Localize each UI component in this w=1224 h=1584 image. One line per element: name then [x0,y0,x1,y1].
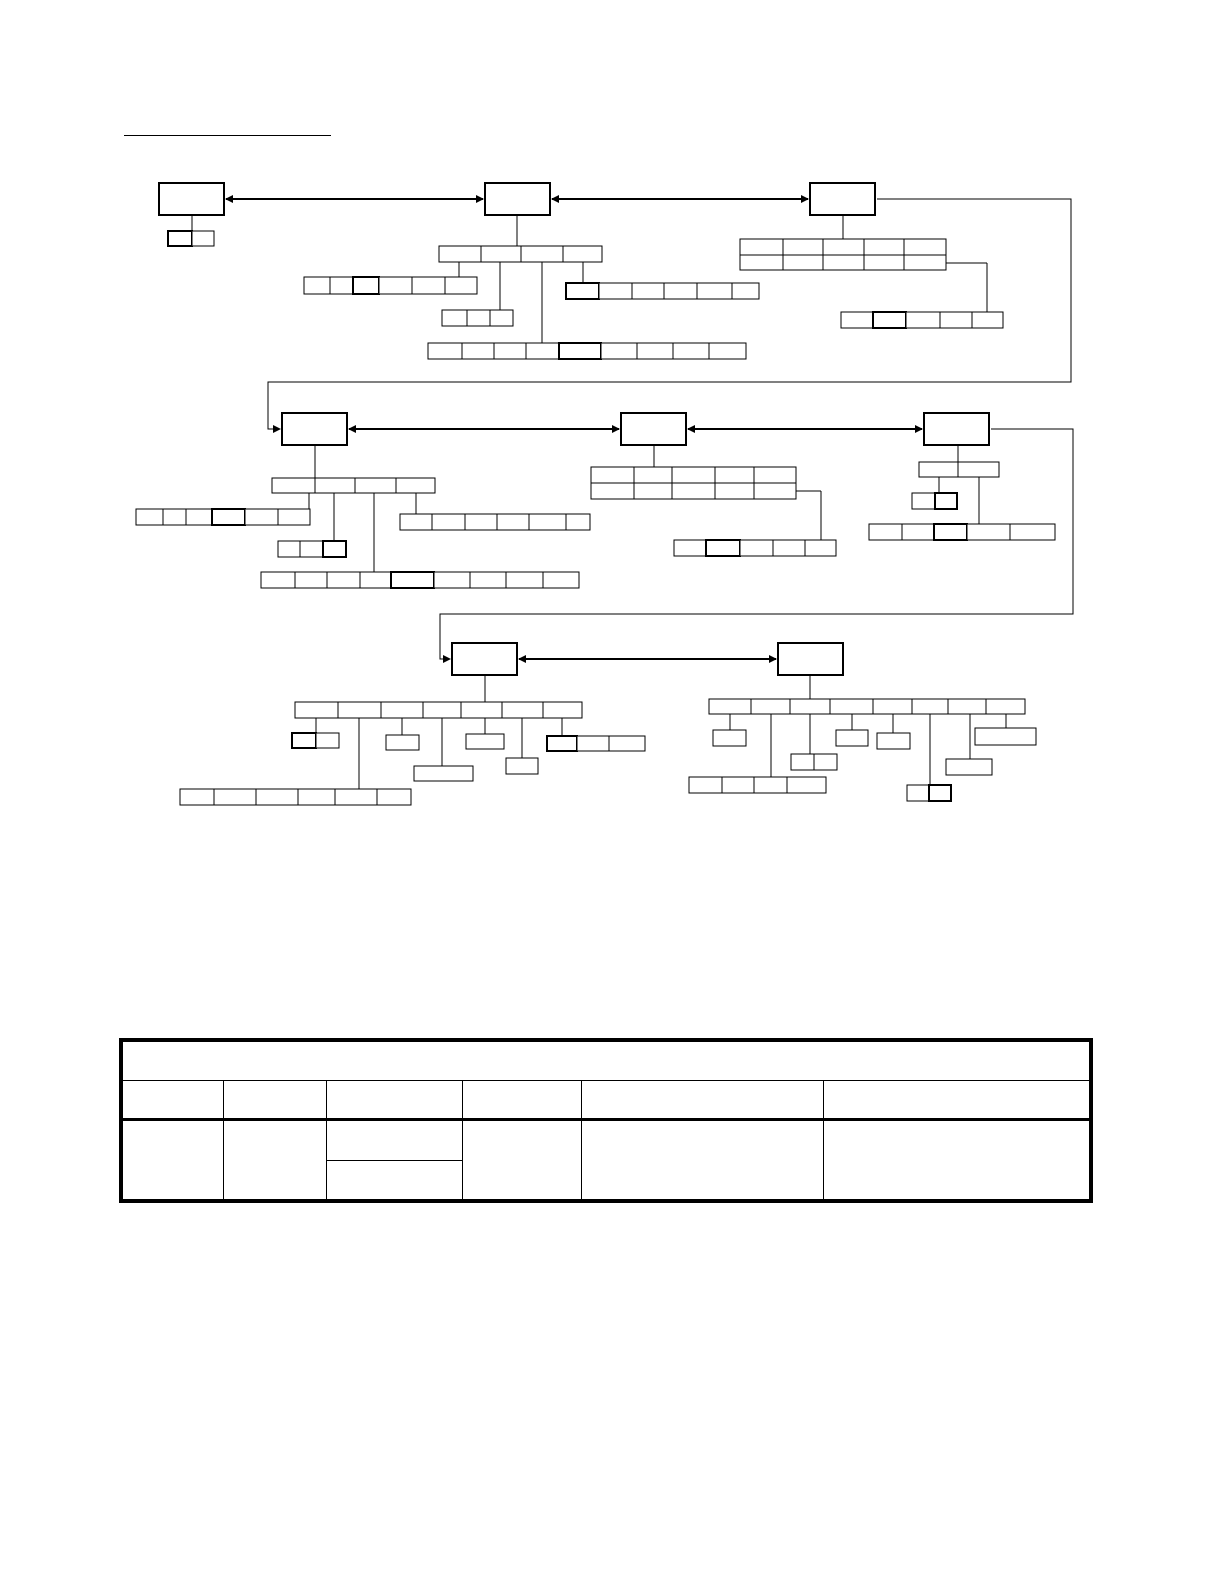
m8-row-cell [986,699,1025,714]
main-box-6 [924,413,989,445]
m8-sub-g-cell [946,759,992,775]
legend-header-5 [581,1081,823,1120]
m5-row-1-cell [754,467,796,483]
main-box-7 [452,643,517,675]
m7-sub-g-cell [609,736,645,751]
m4-row-cell [396,478,435,493]
m4-sub-d-cell [566,514,590,530]
m2-sub-b-cell [467,310,490,326]
m5-sub-cell [706,540,740,556]
m7-sub-g-cell [547,736,577,751]
m8-sub-a-cell [713,730,746,746]
m7-sub-c-cell [386,735,419,750]
m2-sub-c-cell [494,343,526,359]
m2-sub-c-cell [462,343,494,359]
m3-row-1-cell [823,239,864,255]
m8-row-cell [948,699,986,714]
m4-sub-d-cell [465,514,497,530]
m7-row-cell [338,702,381,718]
m7-sub-a-cell [292,733,316,748]
m8-row-cell [790,699,830,714]
m4-sub-a-cell [186,509,212,525]
m7-sub-b-cell [298,789,335,805]
m2-row-cell [521,246,563,262]
main-box-3 [810,183,875,215]
legend-table [119,1038,1093,1203]
legend-cell-2 [223,1120,326,1201]
m4-sub-d-cell [529,514,566,530]
m2-sub-a-cell [412,277,445,294]
m6-sub-b-cell [869,524,902,540]
m4-sub-b-cell [300,541,323,557]
m4-sub-a-cell [163,509,186,525]
m5-sub-cell [674,540,706,556]
m8-sub-h-cell [975,728,1036,745]
m7-sub-d-cell [414,766,473,781]
m5-row-2-cell [715,483,754,499]
m2-sub-a-cell [330,277,353,294]
field-rows [136,231,1055,805]
m7-sub-a-cell [316,733,339,748]
m7-row-cell [461,702,502,718]
m8-sub-b-cell [787,777,826,793]
m3-sub-cell [841,312,873,328]
m3-row-1-cell [783,239,823,255]
m3-row-2-cell [823,255,864,270]
legend-cell-1 [121,1120,223,1201]
m4-row-cell [355,478,396,493]
m5-row-2-cell [672,483,715,499]
m6-sub-b-cell [1010,524,1055,540]
legend-cell-3b [326,1161,462,1201]
m1-fields-cell [192,231,214,246]
m2-row-cell [481,246,521,262]
m4-sub-d-cell [432,514,465,530]
m3-row-1-cell [904,239,946,255]
m8-row-cell [912,699,948,714]
legend-cell-4 [462,1120,581,1201]
m8-row-cell [709,699,751,714]
m3-sub-cell [906,312,940,328]
m4-sub-c-cell [391,572,434,588]
m2-sub-b-cell [490,310,513,326]
m8-sub-b-cell [754,777,787,793]
m2-sub-c-cell [428,343,462,359]
m7-row-cell [423,702,461,718]
legend-cell-5 [581,1120,823,1201]
m1-fields-cell [168,231,192,246]
m6-sub-a-cell [935,493,957,509]
m2-sub-d-cell [697,283,732,299]
main-box-1 [159,183,224,215]
m7-sub-e-cell [466,734,504,749]
m2-sub-c-cell [559,343,601,359]
m6-sub-b-cell [967,524,1010,540]
main-box-2 [485,183,550,215]
m4-sub-c-cell [295,572,327,588]
m5-sub-cell [740,540,773,556]
m5-sub-cell [773,540,805,556]
m3-row-1-cell [740,239,783,255]
m6-row-cell [919,462,958,477]
m3-sub-cell [873,312,906,328]
m4-sub-b-cell [323,541,346,557]
m7-sub-b-cell [214,789,256,805]
m5-row-1-cell [591,467,634,483]
m2-sub-c-cell [601,343,637,359]
m2-sub-d-cell [599,283,632,299]
m2-sub-d-cell [632,283,664,299]
main-box-5 [621,413,686,445]
m4-row-cell [315,478,355,493]
legend-table-title [121,1040,1091,1081]
m8-sub-c-cell [814,754,837,770]
m3-row-1-cell [864,239,904,255]
m7-sub-b-cell [180,789,214,805]
m2-sub-a-cell [445,277,477,294]
m4-sub-c-cell [434,572,470,588]
legend-header-2 [223,1081,326,1120]
m8-sub-b-cell [689,777,722,793]
m2-sub-b-cell [442,310,467,326]
legend-header-6 [823,1081,1091,1120]
m8-sub-e-cell [877,733,910,749]
m7-row-cell [295,702,338,718]
m4-sub-d-cell [497,514,529,530]
m5-row-1-cell [715,467,754,483]
m3-row-2-cell [740,255,783,270]
m2-row-cell [563,246,602,262]
m7-sub-b-cell [256,789,298,805]
main-box-8 [778,643,843,675]
m8-row-cell [873,699,912,714]
m2-sub-c-cell [709,343,746,359]
m8-sub-f-cell [929,785,951,801]
m3-row-2-cell [864,255,904,270]
m4-sub-c-cell [261,572,295,588]
m4-sub-a-cell [212,509,245,525]
m7-sub-g-cell [577,736,609,751]
m6-sub-a-cell [912,493,935,509]
m2-sub-a-cell [379,277,412,294]
m8-sub-f-cell [907,785,929,801]
m7-sub-b-cell [377,789,411,805]
m4-sub-c-cell [506,572,543,588]
m2-sub-a-cell [353,277,379,294]
m7-row-cell [502,702,543,718]
m4-sub-a-cell [136,509,163,525]
m4-sub-d-cell [400,514,432,530]
m8-sub-d-cell [836,730,868,746]
m7-sub-b-cell [335,789,377,805]
m4-sub-c-cell [470,572,506,588]
m8-row-cell [830,699,873,714]
m4-sub-b-cell [278,541,300,557]
m2-sub-c-cell [673,343,709,359]
m2-sub-d-cell [664,283,697,299]
m2-sub-c-cell [637,343,673,359]
m4-row-cell [272,478,315,493]
m5-row-2-cell [591,483,634,499]
m8-row-cell [751,699,790,714]
m7-row-cell [543,702,582,718]
m5-row-1-cell [634,467,672,483]
m2-row-cell [439,246,481,262]
m7-sub-f-cell [506,758,538,774]
legend-header-3 [326,1081,462,1120]
legend-cell-6 [823,1120,1091,1201]
m2-sub-a-cell [304,277,330,294]
m3-row-2-cell [904,255,946,270]
m8-sub-b-cell [722,777,754,793]
main-box-4 [282,413,347,445]
m2-sub-d-cell [732,283,759,299]
legend-cell-3a [326,1120,462,1161]
m8-sub-c-cell [791,754,814,770]
m2-sub-c-cell [526,343,559,359]
m4-sub-c-cell [360,572,391,588]
m7-row-cell [381,702,423,718]
m3-row-2-cell [783,255,823,270]
m4-sub-c-cell [327,572,360,588]
m5-row-1-cell [672,467,715,483]
m6-sub-b-cell [934,524,967,540]
m3-sub-cell [972,312,1003,328]
m5-row-2-cell [634,483,672,499]
legend-header-1 [121,1081,223,1120]
legend-header-4 [462,1081,581,1120]
m5-row-2-cell [754,483,796,499]
m4-sub-c-cell [543,572,579,588]
m2-sub-d-cell [566,283,599,299]
m4-sub-a-cell [245,509,278,525]
m6-row-cell [958,462,999,477]
m4-sub-a-cell [278,509,310,525]
m6-sub-b-cell [902,524,934,540]
m3-sub-cell [940,312,972,328]
m5-sub-cell [805,540,836,556]
